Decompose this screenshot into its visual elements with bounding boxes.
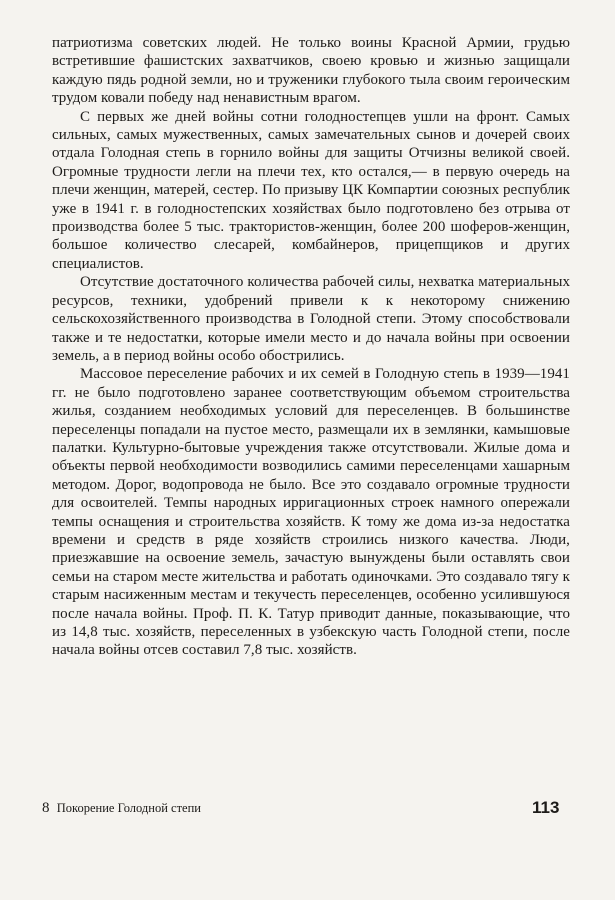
signature-number: 8 [42,800,50,816]
paragraph-1: патриотизма советских людей. Не только воины Красной Армии, грудью встретившие фашистских захватчиков, своею кровью и жизнью защищали каждую пядь родной земли, но и труженики глубокого тыла своим героическим трудом ковали победу над ненавистным врагом. [52,35,570,107]
page-number: 113 [532,798,560,817]
paragraph-4: Массовое переселение рабочих и их семей в Голодную степь в 1939—1941 гг. не было подготовлено заранее соответствующим объемом строительства жилья, созданием необходимых условий для переселенцев. В большинстве переселенцы попадали на пустое место, размещали их в землянки, камышовые палатки. Культурно-бытовые учреждения также отсутствовали. Жилые дома и объекты первой необходимости возводились самими переселенцами хашарным методом. Дорог, водопровода не было. Все это создавало огромные трудности для освоителей. Темпы народных ирригационных строек намного опережали темпы оснащения и строительства хозяйств. К тому же дома из-за недостатка времени и средств в ряде хозяйств строились низкого качества. Люди, приезжавшие на освоение земель, зачастую вынуждены были оставлять свои семьи на старом месте жительства и работать одиночками. Это создавало тягу к старым насиженным местам и текучесть переселенцев, особенно усилившуюся после начала войны. Проф. П. К. Татур приводит данные, показывающие, что из 14,8 тыс. хозяйств, переселенных в узбекскую часть Голодной степи, после начала войны отсев составил 7,8 тыс. хозяйств. [52,366,570,659]
body-text [52,34,570,660]
signature-line [42,800,201,816]
paragraph-3: Отсутствие достаточного количества рабочей силы, нехватка материальных ресурсов, техники, удобрений привели к к некоторому снижению сельскохозяйственного производства в Голодной степи. Этому способствовали также и те недостатки, которые имели место и до начала войны при освоении земель, а в период войны особо обострились. [52,274,570,364]
signature-title: Покорение Голодной степи [56,801,201,815]
paragraph-2: С первых же дней войны сотни голодностепцев ушли на фронт. Самых сильных, самых мужественных, самых замечательных сынов и дочерей своих отдала Голодная степь в горнило войны для защиты Отчизны великой своей. Огромные трудности легли на плечи тех, кто остался,— в первую очередь на плечи женщин, матерей, сестер. По призыву ЦК Компартии союзных республик уже в 1941 г. в голодностепских хозяйствах было подготовлено без отрыва от производства более 5 тыс. трактористов-женщин, более 200 шоферов-женщин, большое количество слесарей, комбайнеров, прицепщиков и других специалистов. [52,108,570,272]
